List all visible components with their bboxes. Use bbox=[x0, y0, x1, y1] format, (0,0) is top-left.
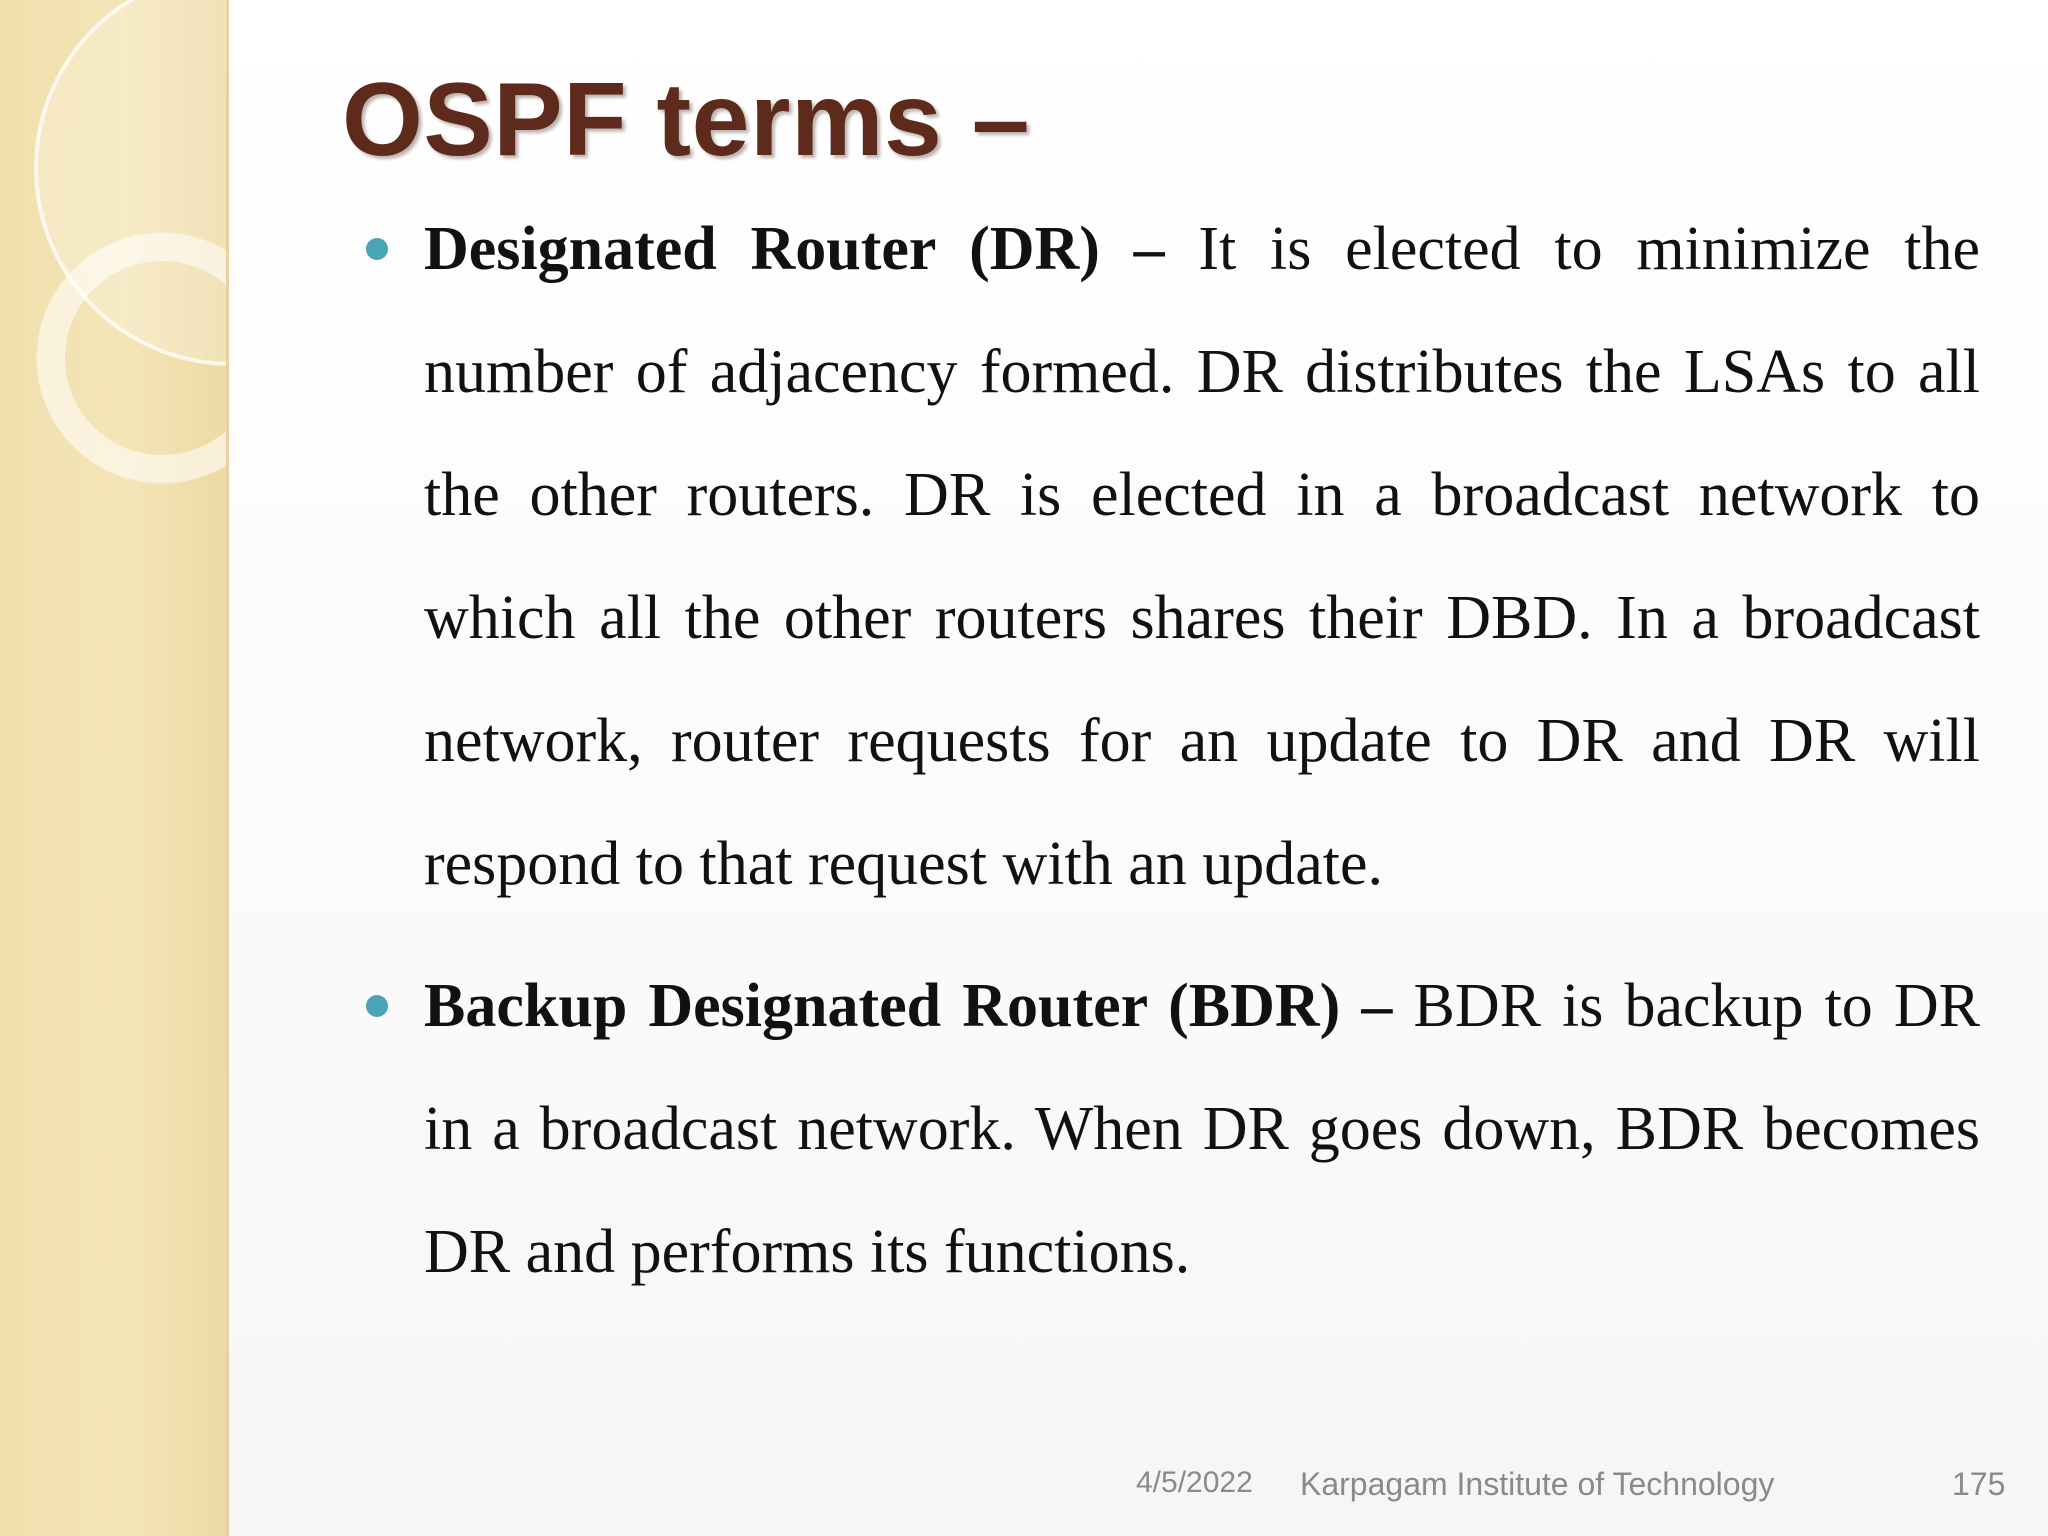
term-dr: Designated Router (DR) bbox=[424, 215, 1100, 283]
footer-date: 4/5/2022 bbox=[1136, 1466, 1253, 1499]
side-panel bbox=[0, 0, 229, 1536]
term-bdr: Backup Designated Router (BDR) bbox=[424, 972, 1341, 1040]
footer-organization: Karpagam Institute of Technology bbox=[1300, 1466, 1775, 1502]
term-separator: – bbox=[1340, 972, 1414, 1040]
bullet-item-bdr bbox=[424, 945, 1980, 1314]
definition-bdr: BDR is backup to DR in a broadcast network. When DR goes down, BDR becomes DR and performs its functions. bbox=[424, 972, 1981, 1286]
term-separator: – bbox=[1099, 215, 1199, 283]
slide-title: OSPF terms – bbox=[342, 62, 1031, 178]
bullet-item-dr bbox=[424, 188, 1980, 926]
slide-number: 175 bbox=[1952, 1466, 2006, 1502]
bullet-list bbox=[424, 188, 1980, 1314]
definition-dr: It is elected to minimize the number of adjacency formed. DR distributes the LSAs to all the other routers. DR is elected in a broadcast network to which all the other routers shares their DBD. In a broadcast network, router requests for an update to DR and DR will respond to that request with an update. bbox=[424, 215, 1980, 898]
bullet-dot-icon bbox=[366, 238, 388, 260]
bullet-dot-icon bbox=[366, 995, 388, 1017]
decorative-rings-icon bbox=[0, 0, 226, 1536]
